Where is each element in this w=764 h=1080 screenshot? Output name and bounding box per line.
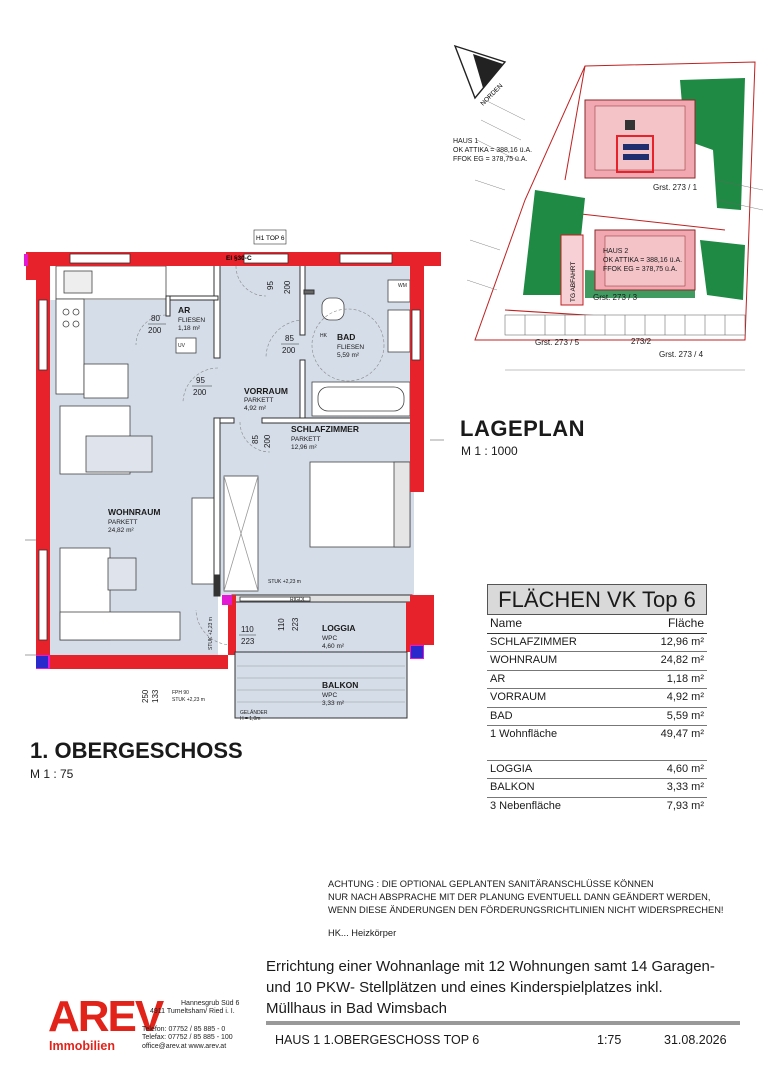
bad-area: 5,59 m²: [337, 352, 360, 359]
lageplan-title: LAGEPLAN: [460, 416, 585, 441]
schlafzimmer-floor: PARKETT: [291, 436, 321, 443]
lageplan-scale: M 1 : 1000: [461, 444, 518, 458]
stuk-note-2: STUK +2,23 m: [208, 617, 214, 650]
schlafzimmer-area: 12,96 m²: [291, 444, 317, 451]
ar-area: 1,18 m²: [178, 325, 201, 332]
door6-height: 223: [241, 637, 255, 646]
table-row: [487, 779, 707, 798]
floor-plan: [0, 200, 445, 730]
contact-web: office@arev.at www.arev.at: [142, 1042, 227, 1050]
wall-ar-vorraum: [214, 265, 220, 358]
project-description: [266, 956, 756, 1019]
vorraum-floor: PARKETT: [244, 397, 274, 404]
row-name: LOGGIA: [490, 762, 533, 775]
stuk-note-3: STUK +2,23 m: [172, 697, 205, 703]
row-area: 4,92 m²: [666, 691, 704, 703]
haus1-ffok: FFOK EG = 378,75 ü.A.: [453, 156, 528, 163]
row-area: 5,59 m²: [666, 709, 704, 722]
haus1-label: HAUS 1: [453, 138, 479, 145]
row-area: 3,33 m²: [666, 781, 704, 793]
sum-name: 1 Wohnfläche: [490, 728, 558, 740]
door4-height: 200: [283, 280, 292, 294]
entry-tag: EI §30-C: [226, 255, 252, 262]
footer-divider: [266, 1021, 740, 1025]
hk-marker: HK: [320, 333, 327, 339]
notice-line-2: NUR NACH ABSPRACHE MIT DER PLANUNG EVENTUELL DANN GEÄNDERT WERDEN,: [328, 892, 711, 902]
table-row: [487, 708, 707, 727]
haus1-building: [585, 100, 695, 178]
table-row: [487, 671, 707, 690]
coffee-table: [108, 558, 136, 590]
wall-ar-left: [166, 296, 170, 316]
address-line-1: Hannesgrub Süd 6: [181, 1000, 240, 1007]
wall-ar-top: [166, 296, 218, 300]
tg-label: TG ABFAHRT: [570, 261, 577, 302]
row-area: 24,82 m²: [660, 654, 704, 666]
project-line-2: und 10 PKW- Stellplätzen und eines Kinderspielplatzes inkl.: [266, 979, 663, 996]
sink-icon: [64, 271, 92, 293]
col-name: Name: [490, 616, 523, 630]
window-kitchen: [70, 254, 130, 263]
floor-plan-drawing: [0, 200, 445, 730]
wall-loggia-right: [406, 602, 414, 652]
north-arrow: [455, 46, 505, 107]
company-logo: AREV: [48, 992, 163, 1041]
parcel-4: Grst. 273 / 4: [659, 350, 704, 359]
site-plan-drawing: [445, 40, 764, 405]
notice-line-1: ACHTUNG : DIE OPTIONAL GEPLANTEN SANITÄRANSCHLÜSSE KÖNNEN: [328, 879, 654, 889]
door2-width: 95: [196, 376, 205, 385]
vorraum-area: 4,92 m²: [244, 405, 267, 412]
sum-area: 49,47 m²: [660, 728, 704, 740]
wohnraum-area: 24,82 m²: [108, 527, 134, 534]
area-table-header: [487, 615, 707, 634]
ar-floor: FLIESEN: [178, 317, 206, 324]
footer-date: 31.08.2026: [664, 1033, 727, 1047]
vorraum-name: VORRAUM: [244, 386, 288, 396]
door6-width: 110: [241, 625, 254, 634]
washbasin: [388, 310, 410, 352]
unit-tag: H1 TOP 6: [256, 235, 285, 242]
wall-bottom: [36, 655, 228, 669]
loggia-fill: [232, 602, 410, 652]
row-name: BAD: [490, 709, 513, 722]
window-bad: [340, 254, 392, 263]
footer-scale: 1:75: [597, 1033, 622, 1047]
uv-marker: UV: [178, 343, 185, 349]
parcel-5: Grst. 273 / 5: [535, 338, 580, 347]
contact-fax: Telefax: 07752 / 85 885 - 100: [142, 1034, 233, 1042]
corner-blue-left: [36, 656, 48, 668]
wohnraum-name: WOHNRAUM: [108, 507, 161, 517]
door2-height: 200: [193, 388, 207, 397]
bad-name: BAD: [337, 332, 356, 342]
door5-height: 200: [263, 434, 272, 448]
row-name: BALKON: [490, 781, 535, 793]
door8-width: 250: [141, 689, 150, 703]
door3-height: 200: [282, 346, 296, 355]
row-name: VORRAUM: [490, 691, 547, 703]
table-row: [487, 689, 707, 708]
gelaender-note: GELÄNDER: [240, 710, 268, 716]
north-label: NORDEN: [479, 82, 505, 108]
row-name: WOHNRAUM: [490, 654, 558, 666]
wall-bad-schlafzimmer: [262, 418, 414, 423]
haus2-label: HAUS 2: [603, 248, 629, 255]
floor-title: 1. OBERGESCHOSS: [30, 738, 243, 763]
address-line-2: 4911 Tumeltsham/ Ried i. I.: [150, 1008, 235, 1016]
project-line-1: Errichtung einer Wohnanlage mit 12 Wohnungen samt 14 Garagen-: [266, 958, 715, 975]
wall-vorraum-bad-lower: [300, 360, 305, 420]
wall-wohn-schlaf: [214, 418, 220, 596]
wall-vorraum-bad: [300, 265, 305, 335]
kitchen-island: [84, 364, 128, 398]
wohnraum-floor: PARKETT: [108, 519, 138, 526]
door7-height: 223: [291, 617, 300, 631]
sofa-return: [60, 612, 180, 640]
balkon-outline: [235, 652, 407, 718]
parcel-3: Grst. 273 / 3: [593, 293, 638, 302]
parcel-2: 273/2: [631, 337, 652, 346]
window-wohn-2: [39, 550, 47, 640]
area-table-title: FLÄCHEN VK Top 6: [487, 584, 707, 615]
parking-row: [505, 315, 745, 335]
table-row: [487, 652, 707, 671]
fph-note: FPH 90: [172, 690, 189, 696]
haus2-attika: OK ATTIKA = 388,16 ü.A.: [603, 257, 683, 264]
site-plan: [445, 40, 764, 405]
row-area: 1,18 m²: [666, 672, 704, 685]
loggia-area: 4,60 m²: [322, 643, 345, 650]
haus2-ffok: FFOK EG = 378,75 ü.A.: [603, 266, 678, 273]
loggia-floor: WPC: [322, 635, 338, 642]
gelaender-height: H = 1,0m: [240, 716, 261, 722]
footer-plan-code: HAUS 1 1.OBERGESCHOSS TOP 6: [275, 1033, 480, 1047]
company-contact: [142, 1026, 233, 1051]
door1-width: 80: [151, 314, 160, 323]
row-name: SCHLAFZIMMER: [490, 635, 577, 648]
area-table: [487, 584, 707, 815]
dining-bench: [86, 436, 152, 472]
contact-phone: Telefon: 07752 / 85 885 - 0: [142, 1026, 226, 1033]
sum-area: 7,93 m²: [666, 799, 704, 812]
riegel-note: RIGOL: [290, 597, 306, 603]
table-sum-row: [487, 798, 707, 816]
table-row: [487, 760, 707, 780]
door5-width: 85: [251, 435, 260, 444]
sum-name: 3 Nebenfläche: [490, 799, 561, 812]
door8-height: 133: [151, 689, 160, 703]
row-area: 12,96 m²: [660, 635, 704, 648]
balkon-floor: WPC: [322, 692, 338, 699]
floor-scale: M 1 : 75: [30, 767, 74, 781]
company-address: [150, 1000, 239, 1017]
tv-unit: [192, 498, 214, 584]
window-bad-right: [412, 310, 420, 360]
parcel-1: Grst. 273 / 1: [653, 183, 698, 192]
door1-height: 200: [148, 326, 162, 335]
window-wohn-1: [39, 300, 47, 370]
door4-width: 95: [266, 281, 275, 290]
loggia-name: LOGGIA: [322, 623, 356, 633]
row-name: AR: [490, 672, 506, 685]
bad-floor: FLIESEN: [337, 344, 365, 351]
haus1-attika: OK ATTIKA = 388,16 ü.A.: [453, 147, 533, 154]
notice-line-3: WENN DIESE ÄNDERUNGEN DEN FÖRDERUNGSRICHTLINIEN NICHT WIDERSPRECHEN!: [328, 905, 724, 915]
ar-name: AR: [178, 305, 191, 315]
notice: [328, 878, 724, 917]
table-sum-row: [487, 726, 707, 744]
wall-right: [410, 252, 424, 492]
door3-width: 85: [285, 334, 294, 343]
col-area: Fläche: [667, 616, 704, 630]
hk-legend: HK... Heizkörper: [328, 928, 397, 938]
kitchen-side-counter: [56, 299, 84, 394]
project-line-3: Müllhaus in Bad Wimsbach: [266, 1000, 447, 1017]
balkon-area: 3,33 m²: [322, 700, 345, 707]
wm-marker: WM: [398, 283, 407, 289]
table-row: [487, 634, 707, 653]
row-area: 4,60 m²: [666, 762, 704, 775]
corner-blue-right: [411, 646, 423, 658]
door7-width: 110: [277, 618, 286, 631]
stuk-note-1: STUK +2,23 m: [268, 579, 301, 585]
company-logo-sub: Immobilien: [49, 1039, 115, 1053]
schlafzimmer-name: SCHLAFZIMMER: [291, 424, 359, 434]
balkon-name: BALKON: [322, 680, 359, 690]
